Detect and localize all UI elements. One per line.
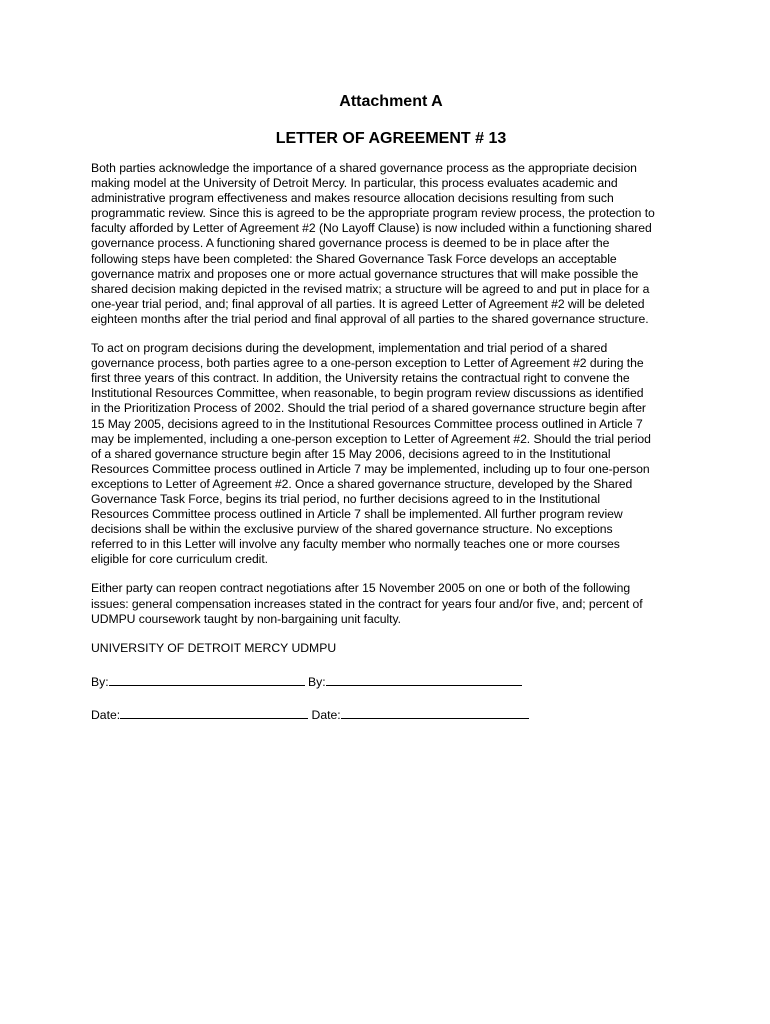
- paragraph-line: governance process. A functioning shared governance process is deemed to be in place after the: [91, 236, 610, 251]
- paragraph-line: governance matrix and proposes one or more actual governance structures that will make possible the: [91, 266, 639, 281]
- by-signature-row: [91, 673, 691, 690]
- paragraph-reopen-negotiations: [91, 581, 691, 626]
- paragraph-line: exceptions to Letter of Agreement #2. Once a shared governance structure, developed by the Shared: [91, 476, 633, 491]
- paragraph-line: making model at the University of Detroit Mercy. In particular, this process evaluates academic and: [91, 176, 618, 191]
- paragraph-line: To act on program decisions during the development, implementation and trial period of a shared: [91, 341, 608, 356]
- paragraph-line: Governance Task Force, begins its trial period, no further decisions agreed to in the Institutional: [91, 491, 601, 506]
- letter-document: [91, 92, 691, 739]
- date-label-left: Date:: [91, 707, 121, 722]
- paragraph-line: 15 May 2005, decisions agreed to in the Institutional Resources Committee process outlined in Article 7: [91, 416, 643, 431]
- paragraph-line: of a shared governance structure begin after 15 May 2006, decisions agreed to in the Institutional: [91, 446, 611, 461]
- paragraph-line: Resources Committee process outlined in Article 7 may be implemented, including up to four one-person: [91, 461, 650, 476]
- paragraph-line: first three years of this contract. In addition, the University retains the contractual right to convene the: [91, 371, 630, 386]
- paragraph-line: in the Prioritization Process of 2002. Should the trial period of a shared governance structure begin after: [91, 401, 646, 416]
- paragraph-shared-governance: [91, 161, 691, 327]
- attachment-title: Attachment A: [339, 93, 443, 110]
- date-label-right: Date:: [311, 707, 341, 722]
- paragraph-line: Both parties acknowledge the importance of a shared governance process as the appropriate decision: [91, 161, 637, 175]
- paragraph-line: following steps have been completed: the Shared Governance Task Force develops an acceptable: [91, 251, 617, 266]
- date-blank-right[interactable]: [341, 706, 529, 719]
- paragraph-line: one-year trial period, and; final approval of all parties. It is agreed Letter of Agreement #2 will be deleted: [91, 296, 645, 311]
- paragraph-line: governance process, both parties agree to a one-person exception to Letter of Agreement #2 during the: [91, 356, 644, 371]
- paragraph-line: referred to in this Letter will involve any faculty member who normally teaches one or more courses: [91, 537, 620, 552]
- date-blank-left[interactable]: [120, 706, 308, 719]
- by-signature-blank-right[interactable]: [326, 673, 522, 686]
- paragraph-line: may be implemented, including a one-person exception to Letter of Agreement #2. Should the trial period: [91, 431, 651, 446]
- paragraph-line: decisions shall be within the exclusive purview of the shared governance structure. No exceptions: [91, 522, 613, 537]
- paragraph-line: Either party can reopen contract negotiations after 15 November 2005 on one or both of the following: [91, 581, 631, 596]
- by-label-left: By:: [91, 674, 109, 689]
- paragraph-line: shared decision making depicted in the revised matrix; a structure will be agreed to and put in place for a: [91, 281, 650, 296]
- paragraph-line: Resources Committee process outlined in Article 7 shall be implemented. All further program review: [91, 507, 623, 522]
- paragraph-line: eligible for core curriculum credit.: [91, 552, 269, 567]
- letter-title: LETTER OF AGREEMENT # 13: [275, 130, 507, 147]
- paragraph-line: UDMPU coursework taught by non-bargaining unit faculty.: [91, 611, 401, 626]
- date-signature-row: [91, 706, 691, 723]
- paragraph-line: Institutional Resources Committee, when reasonable, to begin program review discussions as identified: [91, 386, 644, 401]
- paragraph-line: issues: general compensation increases stated in the contract for years four and/or five, and; percent of: [91, 596, 643, 611]
- paragraph-program-decisions: [91, 341, 691, 567]
- by-label-right: By:: [308, 674, 326, 689]
- paragraph-line: eighteen months after the trial period and final approval of all parties to the shared governance structure.: [91, 311, 649, 326]
- paragraph-line: programmatic review. Since this is agreed to be the appropriate program review process, the protection to: [91, 206, 655, 221]
- paragraph-line: faculty afforded by Letter of Agreement #2 (No Layoff Clause) is now included within a functioning shared: [91, 221, 652, 236]
- signature-header: UNIVERSITY OF DETROIT MERCY UDMPU: [91, 640, 337, 655]
- by-signature-blank-left[interactable]: [109, 673, 305, 686]
- paragraph-line: administrative program effectiveness and makes resource allocation decisions resulting from such: [91, 191, 614, 206]
